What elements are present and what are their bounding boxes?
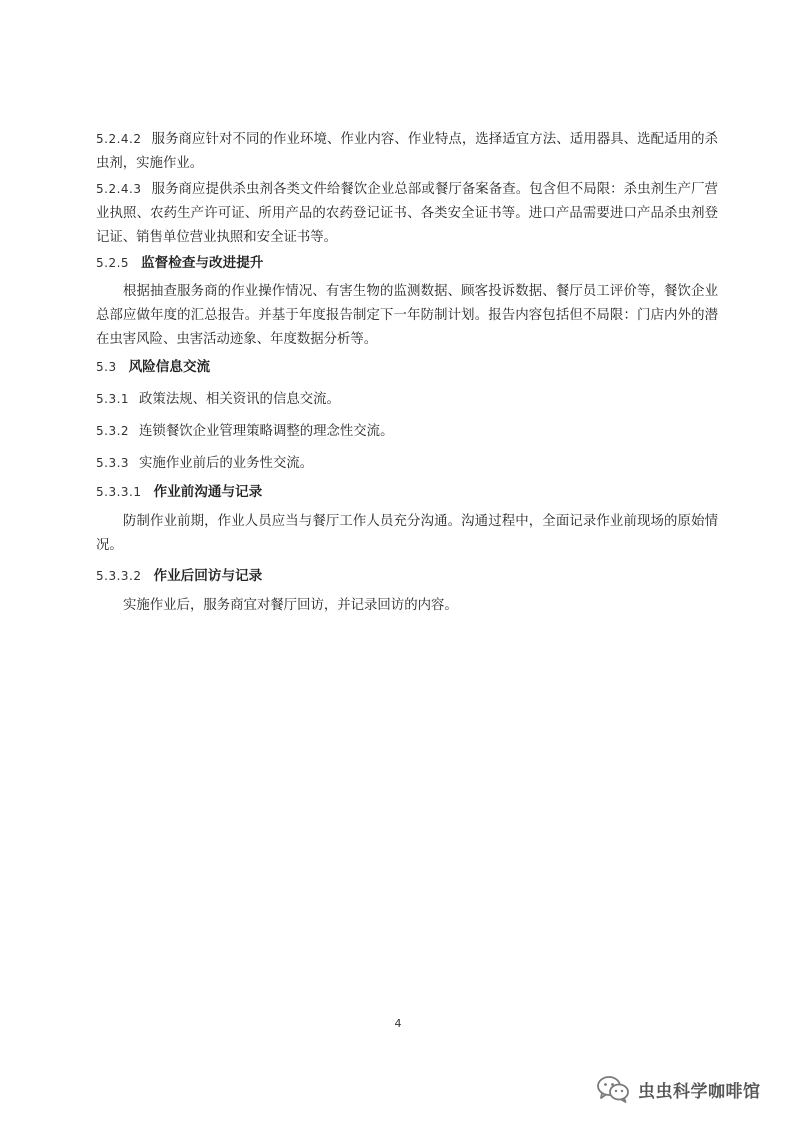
- clause-paragraph: [96, 127, 718, 176]
- clause-paragraph: [96, 451, 718, 476]
- section-number: 5.3.3.1: [96, 485, 142, 499]
- section-title: 作业前沟通与记录: [153, 484, 263, 500]
- clause-paragraph: [96, 177, 718, 250]
- section-5-3-3-1-body: [96, 510, 718, 558]
- clause-text: 实施作业前后的业务性交流。: [139, 456, 314, 471]
- watermark: [596, 1074, 761, 1104]
- section-heading: [96, 481, 718, 503]
- section-title: 风险信息交流: [128, 359, 211, 375]
- clause-paragraph: [96, 387, 718, 412]
- clause-5-3-2: [96, 419, 718, 444]
- section-title: 监督检查与改进提升: [141, 255, 264, 271]
- clause-number: 5.3.1: [96, 392, 130, 406]
- section-5-3-3-1-heading: [96, 481, 718, 503]
- section-5-2-5-body: [96, 280, 718, 352]
- section-5-3-heading: [96, 356, 718, 378]
- clause-paragraph: [96, 419, 718, 444]
- section-number: 5.2.5: [96, 256, 130, 270]
- section-heading: [96, 252, 718, 274]
- section-number: 5.3.3.2: [96, 569, 142, 583]
- section-5-3-3-2-body: [96, 594, 718, 618]
- clause-5-3-1: [96, 387, 718, 412]
- wechat-icon: [596, 1075, 630, 1103]
- clause-number: 5.3.2: [96, 424, 130, 438]
- page-number: 4: [394, 1017, 402, 1030]
- clause-5-2-4-2: [96, 127, 718, 176]
- section-heading: [96, 565, 718, 587]
- clause-text: 政策法规、相关资讯的信息交流。: [139, 392, 340, 407]
- section-title: 作业后回访与记录: [153, 568, 263, 584]
- section-body: 防制作业前期，作业人员应当与餐厅工作人员充分沟通。沟通过程中，全面记录作业前现场的原始情况。: [96, 514, 718, 553]
- clause-number: 5.3.3: [96, 456, 130, 470]
- clause-text: 服务商应提供杀虫剂各类文件给餐饮企业总部或餐厅备案备查。包含但不局限：杀虫剂生产厂营业执照、农药生产许可证、所用产品的农药登记证书、各类安全证书等。进口产品需要进口产品杀虫剂登记证、销售单位营业执照和安全证书等。: [96, 182, 718, 245]
- clause-number: 5.2.4.2: [96, 132, 142, 146]
- section-5-2-5-heading: [96, 252, 718, 274]
- clause-number: 5.2.4.3: [96, 182, 142, 196]
- section-heading: [96, 356, 718, 378]
- section-body: 根据抽查服务商的作业操作情况、有害生物的监测数据、顾客投诉数据、餐厅员工评价等，餐饮企业总部应做年度的汇总报告。并基于年度报告制定下一年防制计划。报告内容包括但不局限：门店内外的潜在虫害风险、虫害活动迹象、年度数据分析等。: [96, 284, 718, 347]
- section-5-3-3-2-heading: [96, 565, 718, 587]
- clause-5-3-3: [96, 451, 718, 476]
- section-body: 实施作业后，服务商宜对餐厅回访，并记录回访的内容。: [123, 598, 458, 613]
- clause-5-2-4-3: [96, 177, 718, 250]
- clause-text: 服务商应针对不同的作业环境、作业内容、作业特点，选择适宜方法、适用器具、选配适用的杀虫剂，实施作业。: [96, 132, 718, 171]
- clause-text: 连锁餐饮企业管理策略调整的理念性交流。: [139, 424, 394, 439]
- section-number: 5.3: [96, 360, 117, 374]
- watermark-text: 虫虫科学咖啡馆: [638, 1081, 761, 1102]
